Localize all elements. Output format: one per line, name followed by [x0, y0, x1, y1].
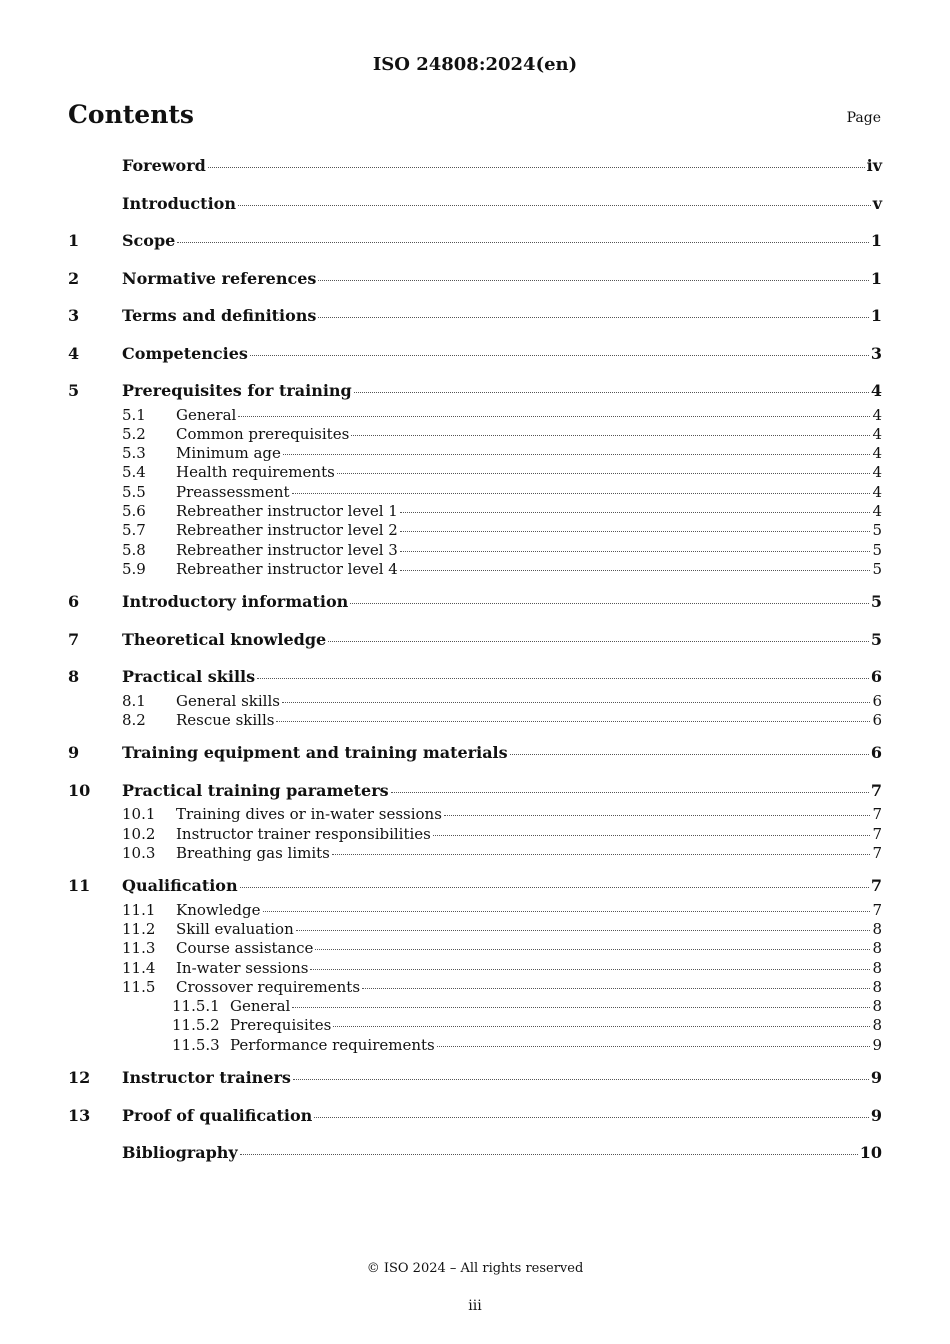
- toc-entry-number: 8: [68, 667, 80, 687]
- toc-entry-page[interactable]: 6: [872, 691, 882, 710]
- dot-leader: [400, 512, 871, 513]
- toc-entry-title[interactable]: Scope: [122, 231, 176, 250]
- toc-entry-page[interactable]: 6: [872, 710, 882, 729]
- dot-leader: [238, 205, 871, 206]
- dot-leader: [283, 454, 871, 455]
- toc-entry[interactable]: [68, 844, 882, 863]
- toc-entry-page[interactable]: 8: [872, 958, 882, 977]
- toc-entry-page[interactable]: iv: [866, 156, 882, 175]
- toc-entry-number: 8.1: [122, 691, 146, 710]
- toc-entry-title[interactable]: Introduction: [122, 193, 236, 213]
- toc-entry-number: 4: [68, 343, 80, 363]
- dot-leader: [400, 570, 871, 571]
- dot-leader: [333, 1026, 870, 1027]
- toc-entry-number: 11.5.2: [172, 1016, 220, 1035]
- toc-entry-number: 6: [68, 592, 80, 612]
- toc-entry-page[interactable]: 1: [870, 231, 882, 250]
- toc-entry[interactable]: [68, 920, 882, 939]
- dot-leader: [400, 551, 871, 552]
- dot-leader: [310, 969, 870, 970]
- toc-entry-title[interactable]: Rebreather instructor level 2: [176, 521, 398, 540]
- toc-entry-title[interactable]: Course assistance: [176, 939, 314, 958]
- dot-leader: [400, 531, 871, 532]
- dot-leader: [292, 493, 871, 494]
- toc-entry-number: 11.3: [122, 939, 156, 958]
- toc-entry[interactable]: [68, 825, 882, 844]
- dot-leader: [263, 911, 871, 912]
- toc-entry-page[interactable]: 7: [872, 824, 882, 843]
- toc-entry-title[interactable]: Competencies: [122, 343, 248, 363]
- toc-entry-page[interactable]: 4: [872, 463, 882, 482]
- toc-entry-page[interactable]: 9: [870, 1105, 882, 1125]
- toc-entry-title[interactable]: Crossover requirements: [176, 977, 361, 996]
- dot-leader: [332, 854, 871, 855]
- toc-entry[interactable]: [68, 711, 882, 730]
- toc-entry[interactable]: [68, 377, 882, 406]
- toc-entry-number: 5.9: [122, 559, 146, 578]
- toc-entry-title[interactable]: General skills: [176, 691, 280, 710]
- toc-entry-number: 12: [68, 1068, 91, 1088]
- toc-entry-page[interactable]: 4: [872, 424, 882, 443]
- toc-entry-number: 7: [68, 629, 80, 649]
- toc-entry-page[interactable]: 4: [872, 405, 882, 424]
- toc-entry-title[interactable]: Terms and definitions: [122, 306, 317, 325]
- toc-entry-page[interactable]: 3: [870, 343, 882, 363]
- dot-leader: [240, 887, 869, 888]
- toc-entry-page[interactable]: 5: [872, 521, 882, 540]
- page-column-label: Page: [846, 110, 881, 126]
- toc-entry-number: 11.1: [122, 900, 156, 919]
- toc-entry[interactable]: [68, 463, 882, 482]
- toc-entry-number: 11.5: [122, 977, 156, 996]
- toc-entry[interactable]: [68, 997, 882, 1016]
- toc-entry-title[interactable]: Foreword: [122, 156, 206, 175]
- dot-leader: [337, 473, 871, 474]
- dot-leader: [315, 949, 870, 950]
- toc-entry-page[interactable]: 7: [870, 876, 882, 896]
- dot-leader: [318, 317, 868, 318]
- toc-entry-title[interactable]: Knowledge: [176, 900, 261, 919]
- toc-entry-title[interactable]: Minimum age: [176, 444, 281, 463]
- toc-entry-number: 5.2: [122, 424, 146, 443]
- dot-leader: [328, 641, 869, 642]
- toc-entry-number: 5.5: [122, 482, 146, 501]
- toc-entry-title[interactable]: Prerequisites for training: [122, 381, 352, 400]
- toc-entry-title[interactable]: Introductory information: [122, 592, 349, 612]
- toc-entry-number: 10.2: [122, 824, 156, 843]
- contents-heading: Contents: [68, 100, 195, 129]
- toc-entry[interactable]: [68, 872, 882, 901]
- toc-entry-title[interactable]: Prerequisites: [230, 1016, 332, 1035]
- dot-leader: [250, 355, 869, 356]
- dot-leader: [433, 835, 871, 836]
- toc-entry-title[interactable]: Instructor trainers: [122, 1068, 291, 1088]
- toc-entry-page[interactable]: 10: [859, 1143, 882, 1163]
- toc-entry-page[interactable]: 4: [872, 482, 882, 501]
- document-code: ISO 24808:2024(en): [372, 54, 578, 75]
- toc-entry[interactable]: [68, 541, 882, 560]
- toc-entry[interactable]: [68, 483, 882, 502]
- toc-entry[interactable]: [68, 227, 882, 256]
- toc-entry-number: 10.1: [122, 805, 156, 824]
- toc-entry-title[interactable]: Rebreather instructor level 4: [176, 559, 398, 578]
- toc-entry-title[interactable]: Instructor trainer responsibilities: [176, 824, 431, 843]
- toc-entry-page[interactable]: 7: [872, 805, 882, 824]
- toc-entry-page[interactable]: 4: [870, 381, 882, 400]
- dot-leader: [444, 815, 871, 816]
- toc-entry-number: 2: [68, 268, 80, 288]
- toc-entry-page[interactable]: 7: [872, 900, 882, 919]
- dot-leader: [391, 792, 869, 793]
- toc-entry-page[interactable]: 8: [872, 1016, 882, 1035]
- toc-entry-page[interactable]: 5: [870, 592, 882, 612]
- dot-leader: [318, 280, 868, 281]
- toc-entry-number: 8.2: [122, 710, 146, 729]
- toc-entry-title[interactable]: Proof of qualification: [122, 1105, 313, 1125]
- toc-entry[interactable]: [68, 588, 882, 617]
- toc-entry-number: 3: [68, 306, 80, 325]
- toc-entry-page[interactable]: 8: [872, 977, 882, 996]
- table-of-contents: [68, 152, 882, 1168]
- toc-entry-page[interactable]: 7: [872, 843, 882, 862]
- toc-entry-number: 10: [68, 780, 91, 800]
- dot-leader: [437, 1046, 871, 1047]
- toc-entry[interactable]: [68, 265, 882, 294]
- toc-entry-title[interactable]: In-water sessions: [176, 958, 309, 977]
- toc-entry-number: 5.3: [122, 444, 146, 463]
- toc-entry[interactable]: [68, 1064, 882, 1093]
- toc-entry-title[interactable]: Preassessment: [176, 482, 290, 501]
- toc-entry-number: 5.6: [122, 501, 146, 520]
- dot-leader: [293, 1079, 869, 1080]
- toc-entry-page[interactable]: 8: [872, 939, 882, 958]
- toc-entry-page[interactable]: 8: [872, 997, 882, 1016]
- toc-entry-page[interactable]: 8: [872, 919, 882, 938]
- toc-entry-title[interactable]: Health requirements: [176, 463, 335, 482]
- toc-entry[interactable]: [68, 692, 882, 711]
- toc-entry-number: 5.8: [122, 540, 146, 559]
- toc-entry[interactable]: [68, 190, 882, 219]
- toc-entry[interactable]: [68, 739, 882, 768]
- toc-entry-number: 13: [68, 1105, 91, 1125]
- toc-entry-number: 11.5.1: [172, 997, 220, 1016]
- toc-entry-title[interactable]: Rescue skills: [176, 710, 275, 729]
- toc-entry[interactable]: [68, 302, 882, 331]
- toc-entry-title[interactable]: Performance requirements: [230, 1035, 435, 1054]
- toc-entry-title[interactable]: Normative references: [122, 268, 317, 288]
- toc-entry-page[interactable]: 6: [870, 743, 882, 763]
- toc-entry[interactable]: [68, 1016, 882, 1035]
- toc-entry[interactable]: [68, 406, 882, 425]
- toc-entry-number: 5.4: [122, 463, 146, 482]
- dot-leader: [257, 678, 869, 679]
- toc-entry[interactable]: [68, 959, 882, 978]
- toc-entry[interactable]: [68, 939, 882, 958]
- dot-leader: [240, 1154, 858, 1155]
- copyright-notice: © ISO 2024 – All rights reserved: [366, 1261, 584, 1276]
- toc-entry[interactable]: [68, 805, 882, 824]
- toc-entry-number: 10.3: [122, 843, 156, 862]
- toc-entry[interactable]: [68, 340, 882, 369]
- toc-entry-title[interactable]: Rebreather instructor level 3: [176, 540, 398, 559]
- toc-entry[interactable]: [68, 978, 882, 997]
- toc-entry-number: 11: [68, 876, 91, 896]
- dot-leader: [354, 392, 869, 393]
- dot-leader: [208, 167, 865, 168]
- dot-leader: [314, 1117, 869, 1118]
- toc-entry-number: 11.2: [122, 919, 156, 938]
- toc-entry-title[interactable]: Common prerequisites: [176, 424, 350, 443]
- toc-entry-page[interactable]: v: [872, 193, 882, 213]
- toc-entry-number: 1: [68, 231, 80, 250]
- toc-entry[interactable]: [68, 1102, 882, 1131]
- toc-entry-title[interactable]: Training equipment and training materials: [122, 743, 508, 763]
- toc-entry[interactable]: [68, 1139, 882, 1168]
- toc-entry-title[interactable]: Practical skills: [122, 667, 256, 687]
- toc-entry-page[interactable]: 5: [872, 540, 882, 559]
- toc-entry[interactable]: [68, 1036, 882, 1055]
- toc-entry[interactable]: [68, 777, 882, 806]
- toc-entry[interactable]: [68, 502, 882, 521]
- toc-entry[interactable]: [68, 901, 882, 920]
- toc-entry[interactable]: [68, 425, 882, 444]
- toc-entry-title[interactable]: Breathing gas limits: [176, 843, 330, 862]
- dot-leader: [177, 242, 869, 243]
- toc-entry[interactable]: [68, 626, 882, 655]
- dot-leader: [350, 603, 869, 604]
- toc-entry-page[interactable]: 4: [872, 501, 882, 520]
- toc-entry-title[interactable]: Skill evaluation: [176, 919, 294, 938]
- toc-entry-number: 5: [68, 381, 80, 400]
- toc-entry-page[interactable]: 9: [872, 1035, 882, 1054]
- dot-leader: [362, 988, 870, 989]
- toc-entry-title[interactable]: Qualification: [122, 876, 238, 896]
- toc-entry-number: 5.1: [122, 405, 146, 424]
- toc-entry[interactable]: [68, 521, 882, 540]
- toc-entry-page[interactable]: 9: [870, 1068, 882, 1088]
- toc-entry[interactable]: [68, 444, 882, 463]
- toc-entry-number: 11.5.3: [172, 1035, 220, 1054]
- toc-entry-title[interactable]: Rebreather instructor level 1: [176, 501, 398, 520]
- dot-leader: [292, 1007, 870, 1008]
- toc-entry-page[interactable]: 4: [872, 444, 882, 463]
- toc-entry[interactable]: [68, 152, 882, 181]
- dot-leader: [276, 721, 870, 722]
- toc-entry-title[interactable]: Theoretical knowledge: [122, 629, 327, 649]
- toc-entry[interactable]: [68, 560, 882, 579]
- toc-entry-page[interactable]: 6: [870, 667, 882, 687]
- toc-entry-page[interactable]: 5: [872, 559, 882, 578]
- toc-entry-title[interactable]: Training dives or in-water sessions: [176, 805, 442, 824]
- toc-entry-page[interactable]: 1: [870, 268, 882, 288]
- toc-entry-page[interactable]: 1: [870, 306, 882, 325]
- toc-entry-number: 11.4: [122, 958, 156, 977]
- dot-leader: [238, 416, 870, 417]
- dot-leader: [351, 435, 870, 436]
- toc-entry-page[interactable]: 7: [870, 780, 882, 800]
- toc-entry[interactable]: [68, 663, 882, 692]
- toc-entry-number: 9: [68, 743, 80, 763]
- dot-leader: [510, 754, 869, 755]
- toc-entry-title[interactable]: Practical training parameters: [122, 780, 389, 800]
- toc-entry-title[interactable]: General: [176, 405, 237, 424]
- toc-entry-title[interactable]: Bibliography: [122, 1143, 238, 1163]
- toc-entry-title[interactable]: General: [230, 997, 291, 1016]
- page-number: iii: [468, 1298, 482, 1314]
- dot-leader: [282, 702, 871, 703]
- dot-leader: [296, 930, 871, 931]
- toc-entry-page[interactable]: 5: [870, 629, 882, 649]
- toc-entry-number: 5.7: [122, 521, 146, 540]
